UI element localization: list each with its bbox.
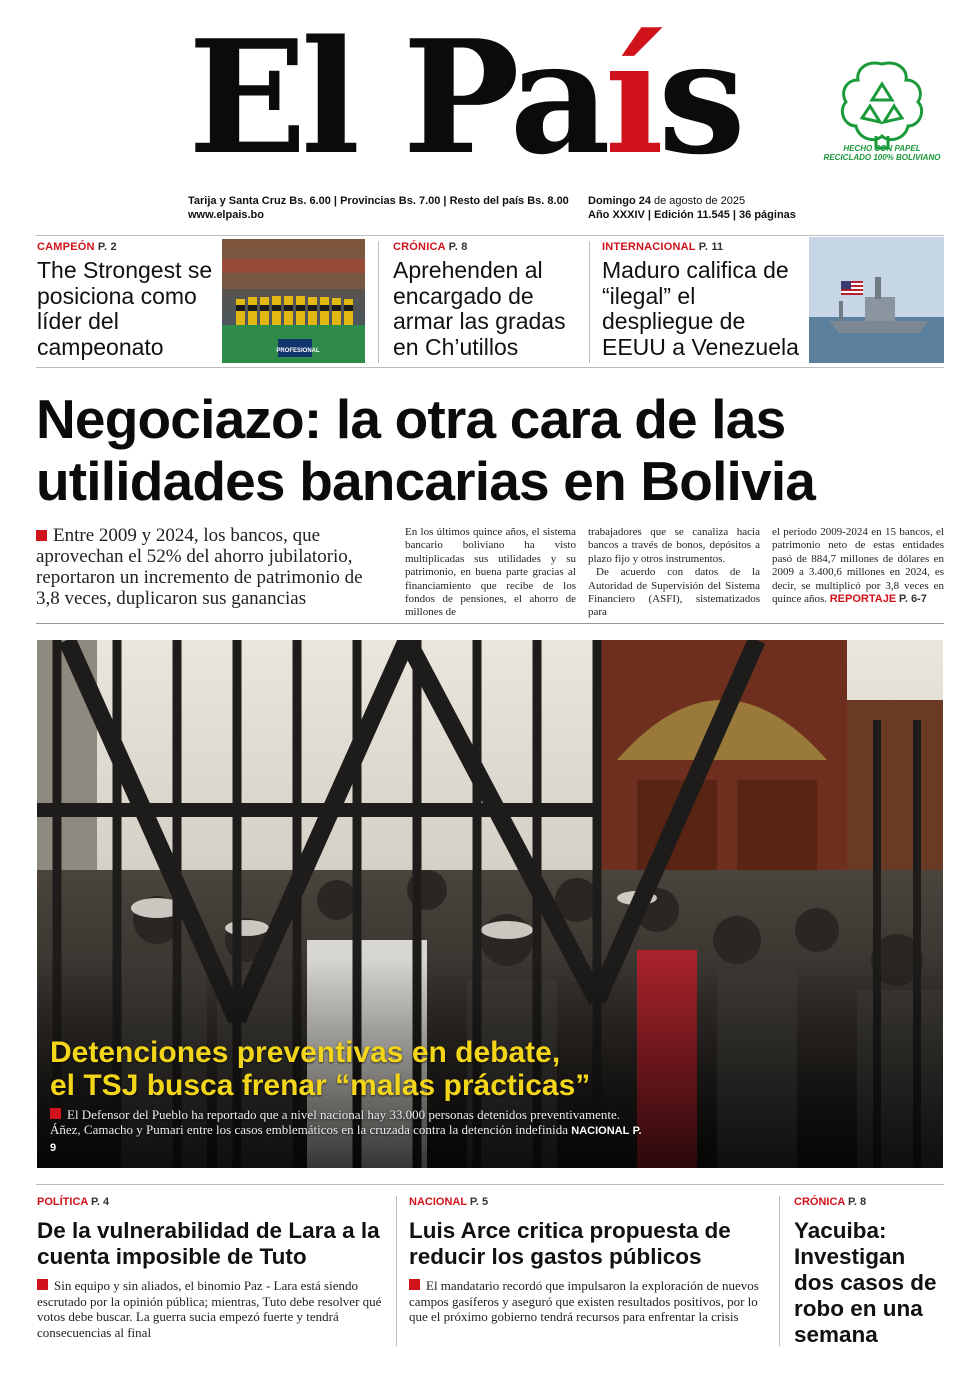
story-kicker: NACIONAL P. 5: [409, 1196, 489, 1208]
divider: [589, 241, 590, 363]
story-title: De la vulnerabilidad de Lara a la cuenta imposible de Tuto: [37, 1218, 380, 1269]
divider: [396, 1196, 397, 1346]
story-kicker: CRÓNICA P. 8: [794, 1196, 867, 1208]
story-kicker: POLÍTICA P. 4: [37, 1196, 110, 1208]
section-ref[interactable]: NACIONAL: [571, 1125, 630, 1137]
section-ref[interactable]: REPORTAJE: [829, 593, 897, 606]
eco-badge-text: HECHO CON PAPEL RECICLADO 100% BOLIVIANO: [823, 144, 941, 162]
divider: [36, 1184, 944, 1185]
main-deck: Entre 2009 y 2024, los bancos, que aprovechan el 52% del ahorro jubilatorio, reportaron un incremento de patrimonio de 3,8 veces, duplicaron sus ganancias: [36, 525, 363, 609]
photo-banner: PROFESIONAL: [276, 348, 320, 354]
photo-story-deck: El Defensor del Pueblo ha reportado que a nivel nacional hay 33.000 personas detenidos preventivamente. Áñez, Camacho y Pumari entre los casos emblemáticos en la cruzada contra la detención indefinida NACIONAL P. 9: [50, 1107, 642, 1154]
edition-line: Año XXXIV | Edición 11.545 | 36 páginas: [588, 209, 796, 221]
bullet-square-icon: [409, 1279, 420, 1290]
story-politica[interactable]: [37, 1196, 387, 1340]
divider: [36, 235, 944, 236]
teaser-kicker: INTERNACIONAL P. 11: [602, 241, 724, 253]
teaser-kicker: CRÓNICA P. 8: [393, 241, 468, 253]
teaser-cronica[interactable]: [393, 241, 589, 360]
bullet-square-icon: [36, 530, 47, 541]
teaser-title: Aprehenden al encargado de armar las gradas en Ch’utillos: [393, 257, 566, 360]
team-photo: [222, 239, 365, 363]
divider: [36, 367, 944, 368]
teaser-campeon[interactable]: [37, 241, 217, 360]
photo-story-headline[interactable]: Detenciones preventivas en debate, el TSJ busca frenar “malas prácticas”: [50, 1036, 591, 1102]
divider: [779, 1196, 780, 1346]
website-link[interactable]: www.elpais.bo: [188, 209, 264, 221]
issue-date: Domingo 24 de agosto de 2025: [588, 195, 746, 207]
story-title: Luis Arce critica propuesta de reducir los gastos públicos: [409, 1218, 731, 1269]
divider: [378, 241, 379, 363]
divider: [36, 623, 944, 624]
story-deck: Sin equipo y sin aliados, el binomio Paz - Lara está siendo escrutado por la opinión pública; mientras, Tuto debe resolver qué votos debe buscar. La guerra sucia empezó fuerte y tendrá consecuencias al final: [37, 1278, 382, 1340]
price-line: Tarija y Santa Cruz Bs. 6.00 | Provincias Bs. 7.00 | Resto del país Bs. 8.00: [188, 195, 569, 207]
warship-photo: [809, 237, 944, 363]
bullet-square-icon: [50, 1108, 61, 1119]
story-column-3: el periodo 2009-2024 en 15 bancos, el patrimonio neto de estas entidades pasó de 884,7 millones de dólares en 2009 a 3.400,6 millones en 2024, es decir, se multiplicó por 3,8 veces en quince años. REPORTAJE P. 6-7: [772, 526, 944, 606]
teaser-title: Maduro califica de “ilegal” el despliegue de EEUU a Venezuela: [602, 257, 799, 360]
story-deck: El mandatario recordó que impulsaron la exploración de nuevos campos gasíferos y aseguró que existen resultados positivos, por lo que el próximo gobierno tendrá recursos para enfrentar la crisis: [409, 1278, 759, 1324]
story-column-2: trabajadores que se canaliza hacia bancos a través de bonos, depósitos a plazo fijo y otros instrumentos. De acuerdo con datos de la Autoridad de Supervisión del Sistema Financiero (ASFI), sistematizados para: [588, 526, 760, 619]
story-column-1: En los últimos quince años, el sistema bancario boliviano ha visto multiplicadas sus utilidades y su patrimonio, en buena parte gracias al financiamiento que recibe de los fondos de pensiones, el ahorro de millones de: [405, 526, 576, 619]
story-cronica[interactable]: [794, 1196, 944, 1348]
masthead-logo: El País: [188, 6, 740, 189]
teaser-kicker: CAMPEÓN P. 2: [37, 241, 117, 253]
teaser-internacional[interactable]: [602, 241, 804, 360]
story-title: Yacuiba: Investigan dos casos de robo en una semana: [794, 1218, 937, 1347]
teaser-title: The Strongest se posiciona como líder del campeonato: [37, 257, 213, 360]
story-nacional[interactable]: [409, 1196, 767, 1325]
main-headline[interactable]: Negociazo: la otra cara de las utilidades bancarias en Bolivia: [36, 388, 816, 512]
bullet-square-icon: [37, 1279, 48, 1290]
